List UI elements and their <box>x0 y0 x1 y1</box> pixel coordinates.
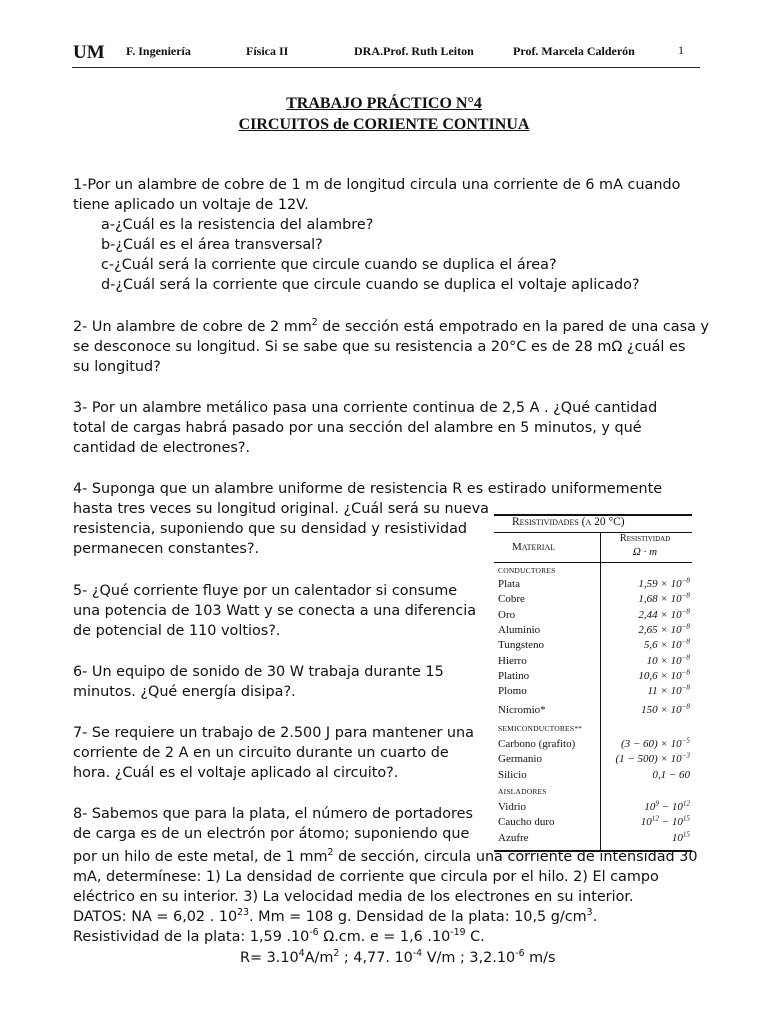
problem-4-line-3: resistencia, suponiendo que su densidad y resistividad <box>73 521 468 537</box>
problem-6-line-1: 6- Un equipo de sonido de 30 W trabaja durante 15 <box>73 664 444 680</box>
material-name: Vidrio <box>498 801 527 813</box>
material-name: Nicromio* <box>498 704 546 716</box>
problem-8-datos: DATOS: NA = 6,02 . $10^{23}$. Mm = 108 g. Densidad de la plata: 10,5 $g/cm^3$. <box>73 907 598 925</box>
material-name: Oro <box>498 608 516 621</box>
problem-1-item-d: d-¿Cuál será la corriente que circule cuando se duplica el voltaje aplicado? <box>101 277 640 293</box>
page-number: 1 <box>678 43 684 57</box>
problem-8-line-1: 8- Sabemos que para la plata, el número de portadores <box>73 806 473 822</box>
resistivity-value: $5,6 \times 10^{-8}$ <box>643 637 690 652</box>
header-course: Física II <box>246 44 289 58</box>
problem-4-line-4: permanecen constantes?. <box>73 541 260 557</box>
problem-2-line-2: se desconoce su longitud. Si se sabe que su resistencia a 20°C es de 28 mΩ ¿cuál es <box>73 339 686 355</box>
problem-8-line-3: por un hilo de este metal, de 1 $mm^2$ de sección, circula una corriente de intensidad 30 <box>73 847 698 865</box>
material-name: Germanio <box>498 753 542 766</box>
problem-8-line-5: eléctrico en su interior. 3) La velocidad media de los electrones en su interior. <box>73 889 634 905</box>
problem-1-item-b: b-¿Cuál es el área transversal? <box>101 237 323 253</box>
problem-5-line-1: 5- ¿Qué corriente fluye por un calentador si consume <box>73 583 458 599</box>
material-name: Silicio <box>498 768 527 781</box>
material-name: Tungsteno <box>498 639 545 652</box>
problem-7-line-3: hora. ¿Cuál es el voltaje aplicado al circuito?. <box>73 765 399 781</box>
problem-6-line-2: minutos. ¿Qué energía disipa?. <box>73 684 296 700</box>
section-conductores: CONDUCTORES <box>498 566 556 575</box>
doc-title: TRABAJO PRÁCTICO N°4 <box>286 95 482 112</box>
material-name: Hierro <box>498 654 527 667</box>
resistivity-value: $(3 - 60) \times 10^{-5}$ <box>620 736 690 750</box>
problem-1-item-a: a-¿Cuál es la resistencia del alambre? <box>101 217 374 233</box>
material-name: Caucho duro <box>498 816 555 829</box>
col-unit: Ω · m <box>632 546 658 558</box>
problem-1-line-1: 1-Por un alambre de cobre de 1 m de longitud circula una corriente de 6 mA cuando <box>73 177 681 193</box>
doc-subtitle: CIRCUITOS de CORIENTE CONTINUA <box>238 116 530 133</box>
problem-7-line-2: corriente de 2 A en un circuito durante un cuarto de <box>73 745 449 761</box>
material-name: Plata <box>498 578 520 590</box>
material-name: Platino <box>498 669 530 682</box>
problem-8-line-2: de carga es de un electrón por átomo; suponiendo que <box>73 826 470 842</box>
problem-1-item-c: c-¿Cuál será la corriente que circule cuando se duplica el área? <box>101 257 557 273</box>
problem-8-resistivity: Resistividad de la plata: 1,59 $.10^{-6}$ Ω.cm. e = 1,6 $.10^{-19}$ C. <box>73 927 485 945</box>
problem-4-line-2: hasta tres veces su longitud original. ¿Cuál será su nueva <box>73 501 489 517</box>
resistivity-value: $1,68 \times 10^{-8}$ <box>638 591 690 606</box>
problem-1-line-2: tiene aplicado un voltaje de 12V. <box>73 197 309 213</box>
material-name: Plomo <box>498 685 527 698</box>
problem-8-line-4: mA, determínese: 1) La densidad de corriente que circula por el hilo. 2) El campo <box>73 869 659 885</box>
header-faculty: F. Ingeniería <box>126 44 191 58</box>
resistivity-value: $10^9 - 10^{12}$ <box>644 799 690 813</box>
problem-8-answers: $R= 3.10^4A/m^2$ ; 4,77. $10^{-4}$ V/m ; $3,2.10^{-6}$ m/s <box>240 948 556 966</box>
material-name: Cobre <box>498 593 525 606</box>
material-name: Carbono (grafito) <box>498 738 576 750</box>
resistivity-value: $150 \times 10^{-8}$ <box>641 702 690 716</box>
problem-7-line-1: 7- Se requiere un trabajo de 2.500 J para mantener una <box>73 725 474 741</box>
problem-3-line-3: cantidad de electrones?. <box>73 440 251 456</box>
problem-3-line-1: 3- Por un alambre metálico pasa una corriente continua de 2,5 A . ¿Qué cantidad <box>73 400 658 416</box>
table-header-rule <box>494 562 692 563</box>
resistivity-value: $10^{12} - 10^{15}$ <box>640 814 690 829</box>
resistivity-value: $10,6 \times 10^{-8}$ <box>638 668 690 682</box>
resistivity-value: $2,44 \times 10^{-8}$ <box>638 606 690 621</box>
section-aisladores: AISLADORES <box>498 787 547 796</box>
resistivity-value: $11 \times 10^{-8}$ <box>647 683 690 698</box>
problem-3-line-2: total de cargas habrá pasado por una sección del alambre en 5 minutos, y qué <box>73 420 642 436</box>
resistivity-value: $2,65 \times 10^{-8}$ <box>638 622 690 636</box>
problem-5-line-2: una potencia de 103 Watt y se conecta a una diferencia <box>73 603 477 619</box>
header-professor-2: Prof. Marcela Calderón <box>513 44 635 58</box>
table-bottom-rule <box>494 850 692 852</box>
header-professor-1: DRA.Prof. Ruth Leiton <box>354 44 474 58</box>
resistivity-value: $10 \times 10^{-8}$ <box>646 652 690 667</box>
resistivity-table <box>494 514 692 850</box>
resistivity-value: $1,59 \times 10^{-8}$ <box>638 576 690 590</box>
problem-2-line-1: 2- Un alambre de cobre de 2 $mm^2$ de sección está empotrado en la pared de una casa y <box>73 317 709 335</box>
header-rule <box>72 67 700 68</box>
problem-5-line-3: de potencial de 110 voltios?. <box>73 623 281 639</box>
table-title: Resistividades (a 20 °C) <box>512 516 625 528</box>
col-resistividad: Resistividad <box>619 533 671 544</box>
section-semiconductores: SEMICONDUCTORES** <box>498 724 583 733</box>
col-material: Material <box>512 541 556 553</box>
problem-4-line-1: 4- Suponga que un alambre uniforme de resistencia R es estirado uniformemente <box>73 481 663 497</box>
material-name: Azufre <box>498 831 529 844</box>
header-um: UM <box>73 42 105 63</box>
resistivity-value: $10^{15}$ <box>671 829 690 844</box>
resistivity-value: $(1 - 500) \times 10^{-3}$ <box>615 751 690 766</box>
problem-2-line-3: su longitud? <box>73 359 161 375</box>
material-name: Aluminio <box>498 623 541 636</box>
resistivity-value: 0,1 − 60 <box>652 768 690 781</box>
